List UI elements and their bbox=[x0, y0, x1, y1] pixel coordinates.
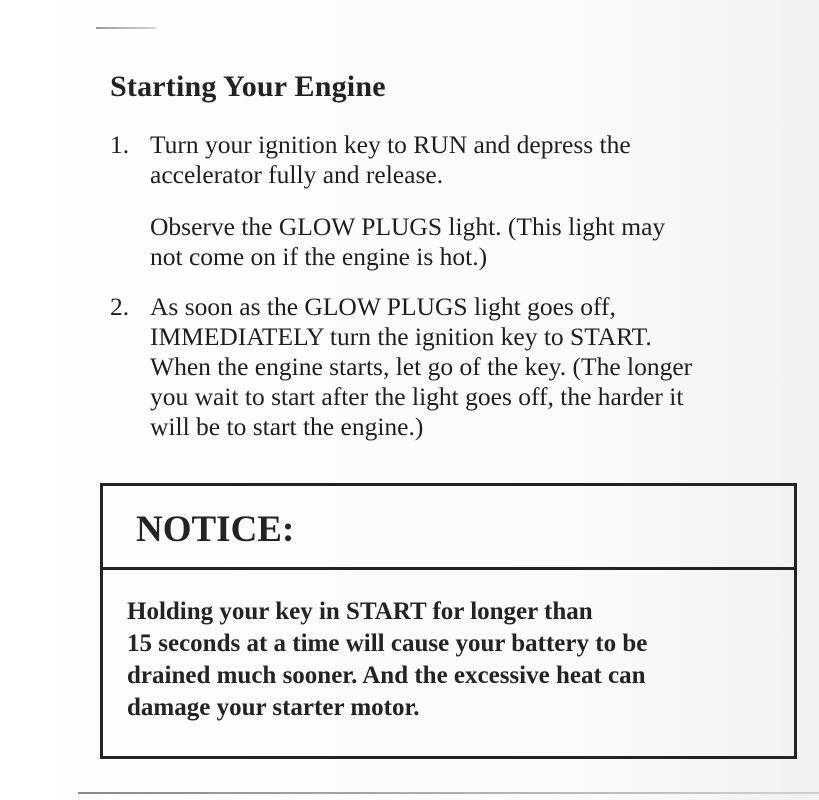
notice-heading: NOTICE: bbox=[136, 509, 295, 550]
step-number: 1. bbox=[110, 130, 130, 159]
notice-box bbox=[100, 483, 797, 759]
header-mark bbox=[96, 27, 156, 29]
step-1-note bbox=[150, 212, 665, 272]
notice-line: Holding your key in START for longer than bbox=[127, 598, 593, 625]
notice-line: damage your starter motor. bbox=[127, 694, 420, 721]
notice-line: drained much sooner. And the excessive heat can bbox=[127, 662, 646, 689]
step-text bbox=[150, 292, 692, 442]
step-line: will be to start the engine.) bbox=[150, 412, 424, 441]
note-line: not come on if the engine is hot.) bbox=[150, 242, 488, 271]
section-title: Starting Your Engine bbox=[110, 70, 386, 103]
notice-header bbox=[103, 486, 794, 570]
step-line: IMMEDIATELY turn the ignition key to START. bbox=[150, 322, 652, 351]
step-number: 2. bbox=[110, 292, 130, 321]
step-line: accelerator fully and release. bbox=[150, 160, 444, 189]
note-line: Observe the GLOW PLUGS light. (This light may bbox=[150, 212, 666, 241]
bottom-divider bbox=[78, 792, 819, 794]
step-line: As soon as the GLOW PLUGS light goes off, bbox=[150, 292, 616, 321]
notice-line: 15 seconds at a time will cause your battery to be bbox=[127, 630, 648, 657]
step-line: When the engine starts, let go of the key. (The longer bbox=[150, 352, 693, 381]
step-line: Turn your ignition key to RUN and depress the bbox=[150, 130, 631, 159]
step-text bbox=[150, 130, 631, 190]
notice-body bbox=[127, 596, 647, 724]
step-line: you wait to start after the light goes off, the harder it bbox=[150, 382, 684, 411]
